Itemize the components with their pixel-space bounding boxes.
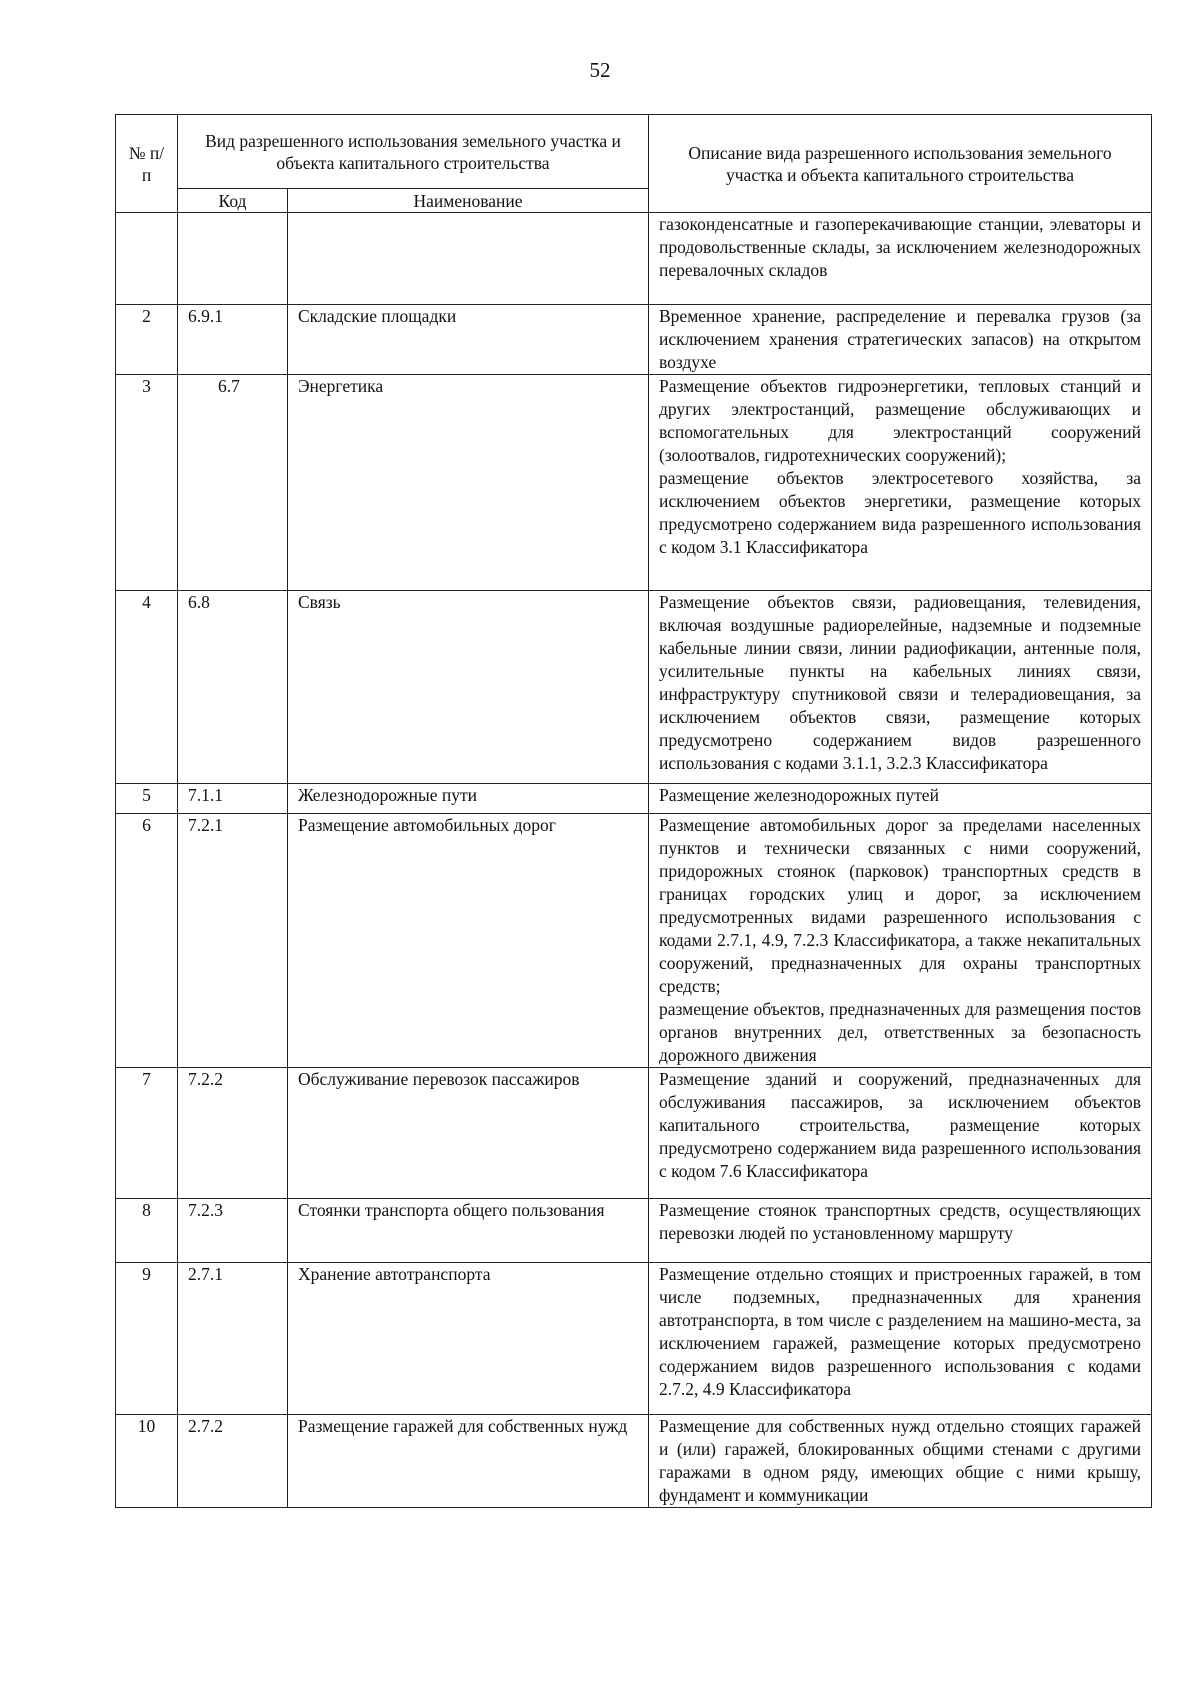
row-code: 6.9.1	[178, 305, 288, 375]
header-name: Наименование	[288, 189, 649, 213]
row-name: Хранение автотранспорта	[288, 1263, 649, 1415]
table-row	[116, 213, 1152, 305]
description-paragraph: газоконденсатные и газоперекачивающие станции, элеваторы и продовольственные склады, за исключением железнодорожных перевалочных складов	[659, 214, 1141, 280]
row-number: 9	[116, 1263, 178, 1415]
row-description	[649, 305, 1152, 375]
row-code: 7.2.1	[178, 814, 288, 1068]
row-code: 2.7.1	[178, 1263, 288, 1415]
row-name: Энергетика	[288, 375, 649, 591]
header-num: № п/п	[116, 115, 178, 213]
row-code: 2.7.2	[178, 1415, 288, 1508]
table-row	[116, 1263, 1152, 1415]
description-paragraph: Размещение стоянок транспортных средств, осуществляющих перевозки людей по установленному маршруту	[659, 1200, 1141, 1243]
row-code: 6.7	[178, 375, 288, 591]
row-description	[649, 591, 1152, 784]
row-number: 8	[116, 1199, 178, 1263]
table-row	[116, 784, 1152, 814]
row-name: Железнодорожные пути	[288, 784, 649, 814]
description-paragraph: Размещение железнодорожных путей	[659, 785, 939, 805]
row-description	[649, 1415, 1152, 1508]
row-description	[649, 784, 1152, 814]
row-number: 5	[116, 784, 178, 814]
row-name: Складские площадки	[288, 305, 649, 375]
row-code: 7.1.1	[178, 784, 288, 814]
description-paragraph: Размещение объектов связи, радиовещания, телевидения, включая воздушные радиорелейные, надземные и подземные кабельные линии связи, линии радиофикации, антенные поля, усилительные пункты на кабельных линиях связи, инфраструктуру спутниковой связи и телерадиовещания, за исключением объектов связи, размещение которых предусмотрено содержанием видов разрешенного использования с кодами 3.1.1, 3.2.3 Классификатора	[659, 592, 1141, 773]
row-number: 2	[116, 305, 178, 375]
description-paragraph: размещение объектов электросетевого хозяйства, за исключением объектов энергетики, размещение которых предусмотрено содержанием вида разрешенного использования с кодом 3.1 Классификатора	[659, 468, 1141, 557]
description-paragraph: Размещение для собственных нужд отдельно стоящих гаражей и (или) гаражей, блокированных общими стенами с другими гаражами в одном ряду, имеющих общие с ними крышу, фундамент и коммуникации	[659, 1416, 1141, 1505]
row-name: Размещение гаражей для собственных нужд	[288, 1415, 649, 1508]
row-code: 7.2.3	[178, 1199, 288, 1263]
table-row	[116, 814, 1152, 1068]
row-number: 4	[116, 591, 178, 784]
row-code: 6.8	[178, 591, 288, 784]
description-paragraph: Размещение автомобильных дорог за пределами населенных пунктов и технически связанных с ними сооружений, придорожных стоянок (парковок) транспортных средств в границах городских улиц и дорог, за исключением предусмотренных видами разрешенного использования с кодами 2.7.1, 4.9, 7.2.3 Классификатора, а также некапитальных сооружений, предназначенных для охраны транспортных средств;	[659, 815, 1141, 996]
row-name: Размещение автомобильных дорог	[288, 814, 649, 1068]
table-row	[116, 1068, 1152, 1199]
row-name: Связь	[288, 591, 649, 784]
row-code	[178, 213, 288, 305]
table-row	[116, 591, 1152, 784]
page-number: 52	[589, 58, 611, 82]
row-name: Стоянки транспорта общего пользования	[288, 1199, 649, 1263]
table-row	[116, 375, 1152, 591]
table-row	[116, 1199, 1152, 1263]
row-name	[288, 213, 649, 305]
land-use-table	[115, 114, 1152, 1508]
table-row	[116, 1415, 1152, 1508]
description-paragraph: Размещение объектов гидроэнергетики, тепловых станций и других электростанций, размещение обслуживающих и вспомогательных для электростанций сооружений (золоотвалов, гидротехнических сооружений);	[659, 376, 1141, 465]
header-description: Описание вида разрешенного использования земельного участка и объекта капитального строительства	[649, 115, 1152, 213]
row-description	[649, 814, 1152, 1068]
row-description	[649, 1068, 1152, 1199]
header-code: Код	[178, 189, 288, 213]
description-paragraph: Размещение отдельно стоящих и пристроенных гаражей, в том числе подземных, предназначенных для хранения автотранспорта, в том числе с разделением на машино-места, за исключением гаражей, размещение которых предусмотрено содержанием видов разрешенного использования с кодами 2.7.2, 4.9 Классификатора	[659, 1264, 1141, 1399]
description-paragraph: размещение объектов, предназначенных для размещения постов органов внутренних дел, ответственных за безопасность дорожного движения	[659, 999, 1141, 1065]
row-number: 7	[116, 1068, 178, 1199]
row-number: 6	[116, 814, 178, 1068]
row-number	[116, 213, 178, 305]
row-description	[649, 1199, 1152, 1263]
table-row	[116, 305, 1152, 375]
description-paragraph: Размещение зданий и сооружений, предназначенных для обслуживания пассажиров, за исключением объектов капитального строительства, размещение которых предусмотрено содержанием вида разрешенного использования с кодом 7.6 Классификатора	[659, 1069, 1141, 1181]
row-number: 10	[116, 1415, 178, 1508]
row-code: 7.2.2	[178, 1068, 288, 1199]
description-paragraph: Временное хранение, распределение и перевалка грузов (за исключением хранения стратегических запасов) на открытом воздухе	[659, 306, 1141, 372]
row-description	[649, 1263, 1152, 1415]
header-group: Вид разрешенного использования земельного участка и объекта капитального строительства	[178, 115, 649, 189]
row-description	[649, 213, 1152, 305]
row-name: Обслуживание перевозок пассажиров	[288, 1068, 649, 1199]
table-body	[116, 213, 1152, 1508]
table-header	[116, 115, 1152, 213]
row-description	[649, 375, 1152, 591]
row-number: 3	[116, 375, 178, 591]
